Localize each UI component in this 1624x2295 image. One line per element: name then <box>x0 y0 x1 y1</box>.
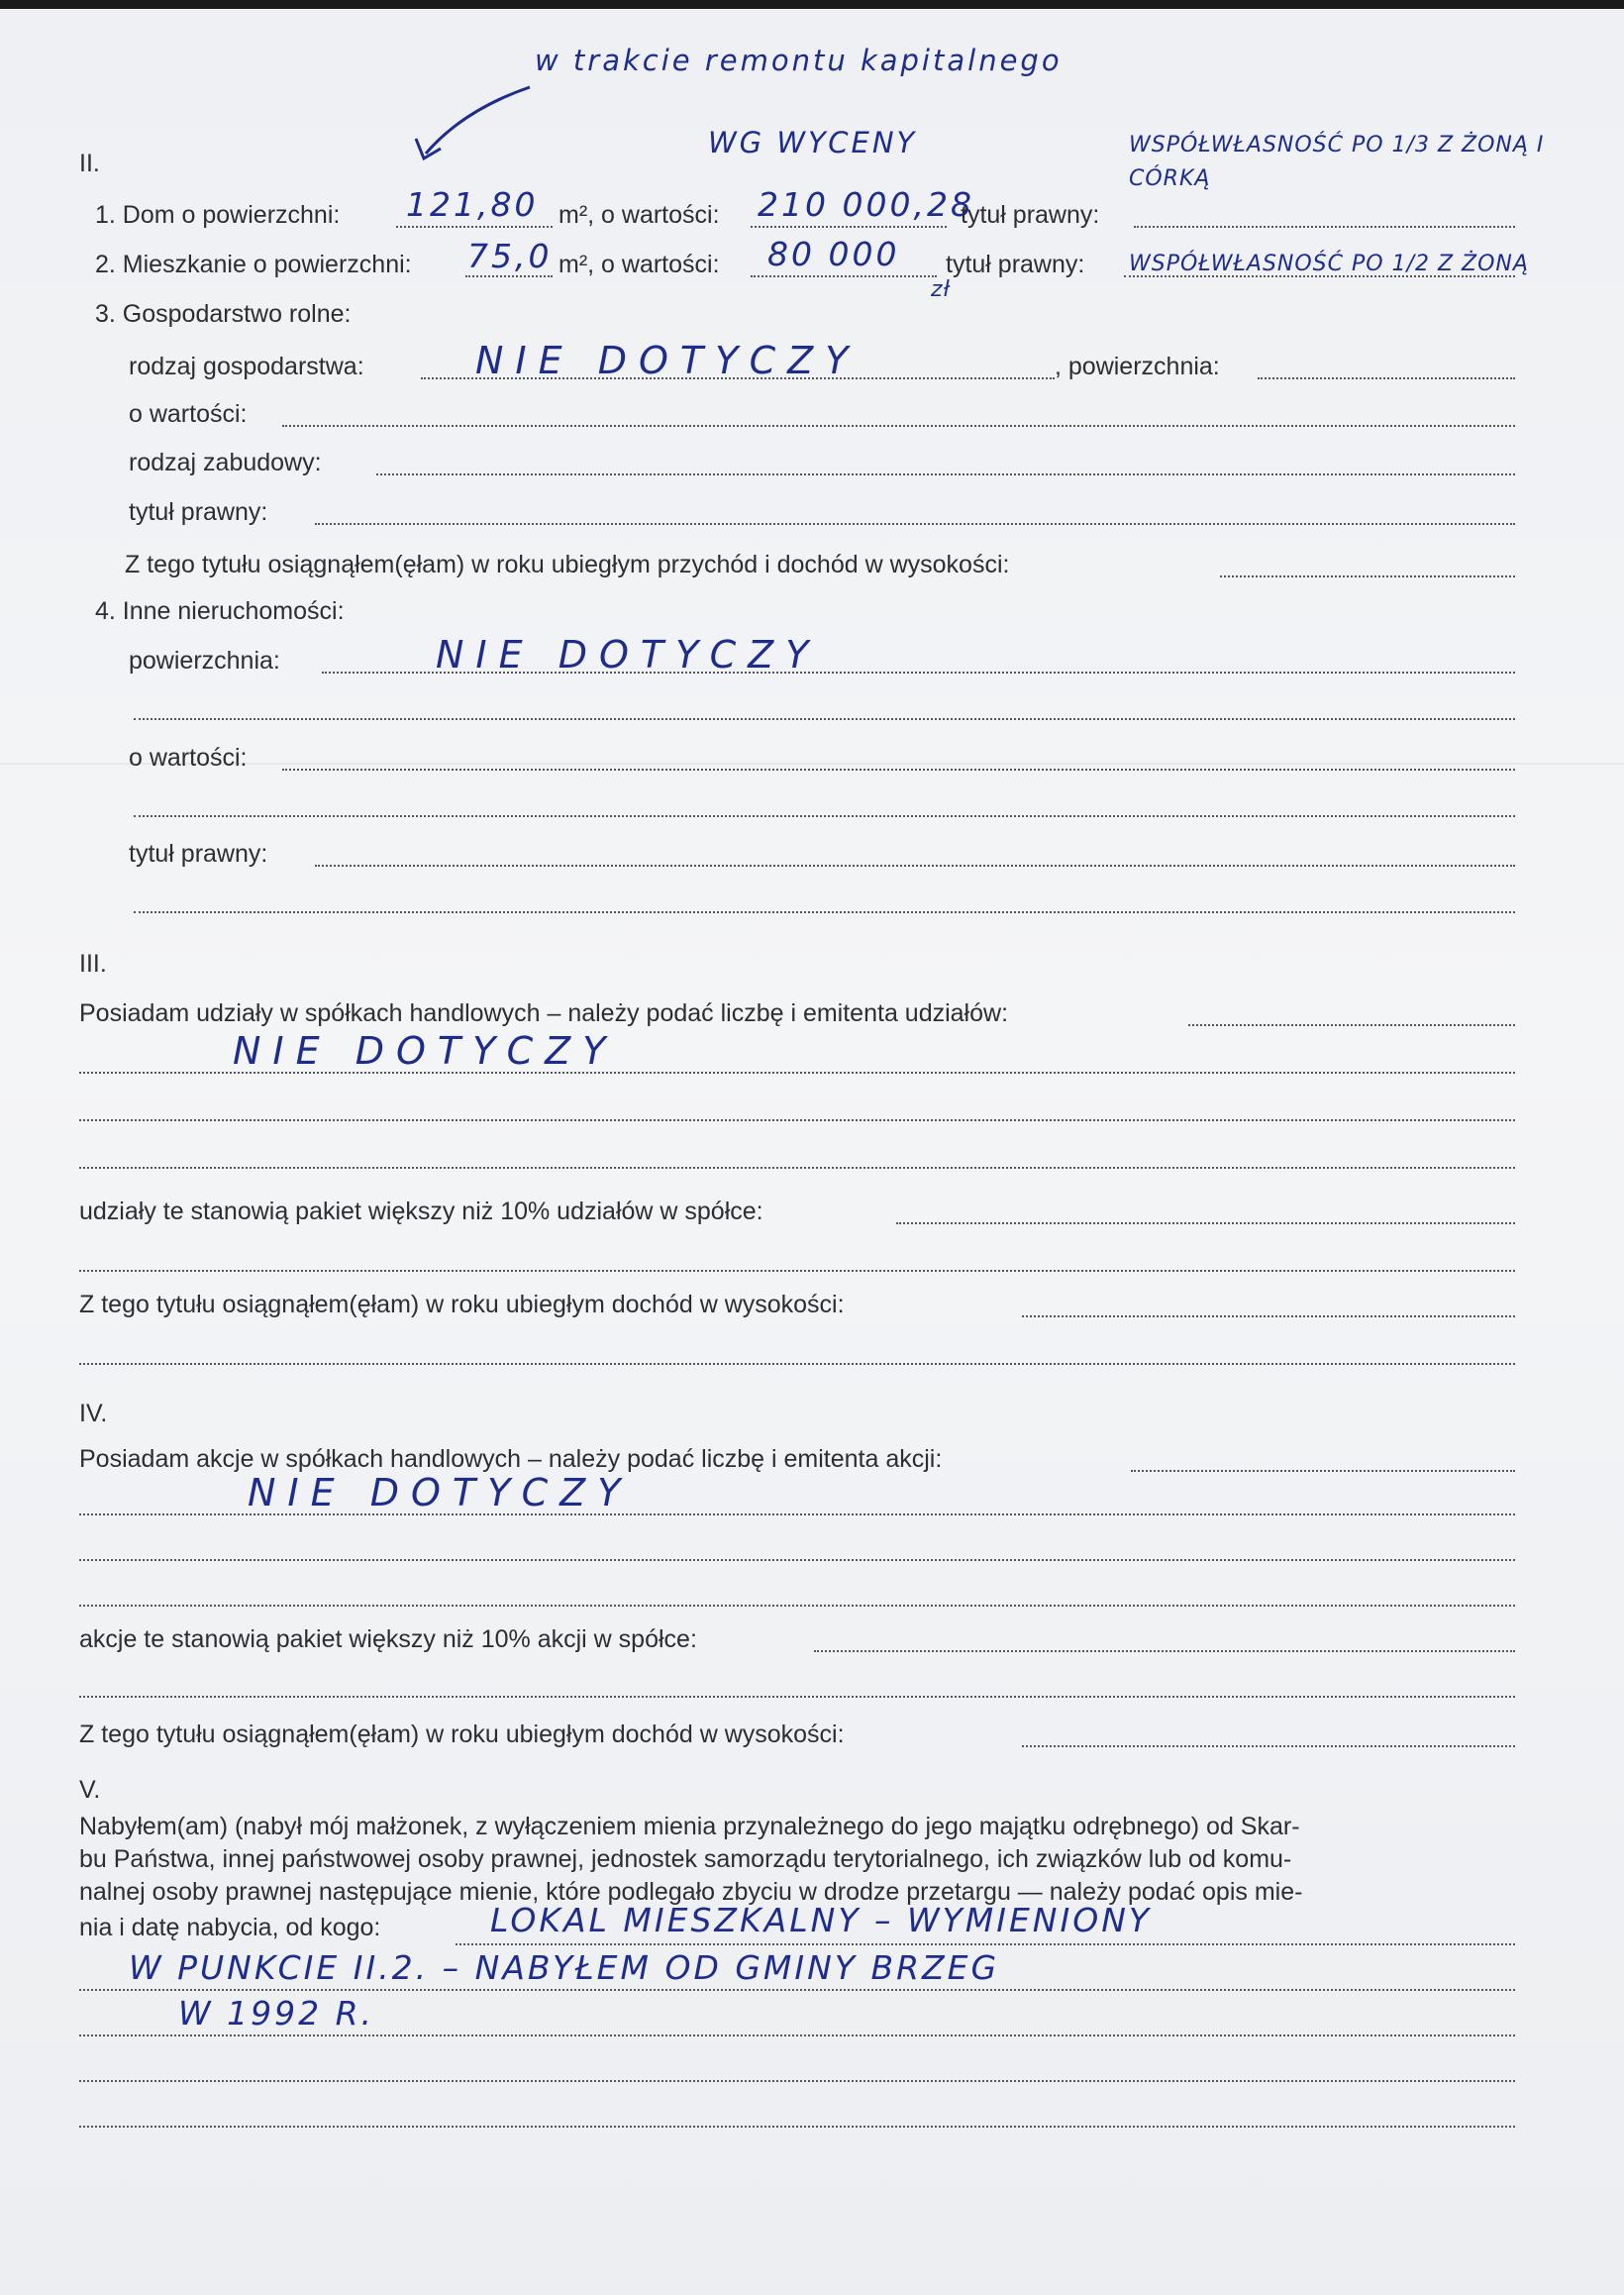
item2-label: 2. Mieszkanie o powierzchni: <box>95 251 412 278</box>
item2-title-label: tytuł prawny: <box>946 251 1085 278</box>
item3-type-value: NIE DOTYCZY <box>475 339 861 382</box>
section4-stock-dots <box>1131 1470 1515 1472</box>
section4-income-dots <box>1022 1745 1515 1747</box>
item4-area-label: powierzchnia: <box>129 647 280 675</box>
section3-packet-label: udziały te stanowią pakiet większy niż 10% udziałów w spółce: <box>79 1198 763 1225</box>
section3-shares-dots <box>1188 1024 1515 1026</box>
section5-line3: nalnej osoby prawnej następujące mienie, które podlegało zbyciu w drodze przetargu — należy podać opis mie- <box>79 1878 1303 1906</box>
item1-area-dots <box>396 226 553 228</box>
item4-label: 4. Inne nieruchomości: <box>95 597 345 625</box>
item3-label: 3. Gospodarstwo rolne: <box>95 300 352 328</box>
section5-line4-label: nia i datę nabycia, od kogo: <box>79 1914 381 1941</box>
item1-label: 1. Dom o powierzchni: <box>95 201 341 229</box>
item1-value: 210 000,28 <box>758 185 974 224</box>
item2-unit: m², o wartości: <box>558 251 720 278</box>
item2-value: 80 000 <box>767 235 900 273</box>
section5-answer-dots-2 <box>79 1989 1515 1991</box>
item4-value-dots <box>282 769 1515 771</box>
item1-title-value: WSPÓŁWŁASNOŚĆ PO 1/3 Z ŻONĄ I CÓRKĄ <box>1129 133 1545 191</box>
section5-line2: bu Państwa, innej państwowej osoby prawnej, jednostek samorządu terytorialnego, ich związków lub od komu- <box>79 1845 1292 1873</box>
item2-value-dots <box>751 275 937 277</box>
item3-area-dots <box>1258 377 1515 379</box>
section3-shares-dots-3 <box>79 1119 1515 1121</box>
item2-value-suffix: zł <box>931 277 951 302</box>
section-3-heading: III. <box>79 950 107 978</box>
item3-title-label: tytuł prawny: <box>129 498 268 526</box>
section5-line1: Nabyłem(am) (nabył mój małżonek, z wyłączeniem mienia przynależnego do jego majątku odrębnego) od Skar- <box>79 1813 1300 1840</box>
item3-area-label: , powierzchnia: <box>1055 353 1220 380</box>
item4-area-value: NIE DOTYCZY <box>436 633 821 677</box>
item4-title-dots-2 <box>134 911 1515 913</box>
item1-title-label: tytuł prawny: <box>961 201 1100 229</box>
item3-title-dots <box>315 523 1515 525</box>
section3-shares-dots-4 <box>79 1167 1515 1169</box>
section4-stock-label: Posiadam akcje w spółkach handlowych – należy podać liczbę i emitenta akcji: <box>79 1445 943 1473</box>
section4-stock-dots-4 <box>79 1605 1515 1607</box>
item4-title-dots <box>315 865 1515 867</box>
item2-area-dots <box>465 275 553 277</box>
section5-answer-2: W PUNKCIE II.2. – NABYŁEM OD GMINY BRZEG <box>129 1948 1000 1987</box>
section3-income-dots-2 <box>79 1363 1515 1365</box>
section5-answer-dots-1 <box>456 1943 1515 1945</box>
section3-income-dots <box>1022 1315 1515 1317</box>
item3-value-dots <box>282 425 1515 427</box>
section3-shares-value: NIE DOTYCZY <box>233 1029 618 1073</box>
section3-shares-label: Posiadam udziały w spółkach handlowych – należy podać liczbę i emitenta udziałów: <box>79 999 1009 1027</box>
section4-stock-value: NIE DOTYCZY <box>248 1471 633 1514</box>
section5-answer-3: W 1992 R. <box>178 1994 375 2033</box>
item3-value-label: o wartości: <box>129 400 248 428</box>
item3-income-label: Z tego tytułu osiągnąłem(ęłam) w roku ubiegłym przychód i dochód w wysokości: <box>125 551 1010 578</box>
section4-stock-dots-3 <box>79 1559 1515 1561</box>
item3-buildings-label: rodzaj zabudowy: <box>129 449 322 476</box>
section4-income-label: Z tego tytułu osiągnąłem(ęłam) w roku ubiegłym dochód w wysokości: <box>79 1721 845 1748</box>
section4-packet-label: akcje te stanowią pakiet większy niż 10% akcji w spółce: <box>79 1625 697 1653</box>
section-5-heading: V. <box>79 1776 101 1804</box>
item2-area-value: 75,0 <box>467 237 553 275</box>
item3-income-dots <box>1220 575 1515 577</box>
valuation-note: WG WYCENY <box>708 126 918 159</box>
section4-packet-dots <box>814 1650 1515 1652</box>
item1-title-dots <box>1134 226 1515 228</box>
section-4-heading: IV. <box>79 1400 108 1427</box>
section5-answer-dots-4 <box>79 2080 1515 2082</box>
item1-area-value: 121,80 <box>406 185 539 224</box>
item1-value-dots <box>751 226 947 228</box>
item4-value-dots-2 <box>134 815 1515 817</box>
item4-area-dots-2 <box>134 718 1515 720</box>
section3-income-label: Z tego tytułu osiągnąłem(ęłam) w roku ubiegłym dochód w wysokości: <box>79 1291 845 1318</box>
section5-answer-dots-5 <box>79 2126 1515 2128</box>
item4-value-label: o wartości: <box>129 744 248 772</box>
section5-answer-1: LOKAL MIESZKALNY – WYMIENIONY <box>490 1901 1153 1939</box>
item3-buildings-dots <box>376 473 1515 475</box>
section3-packet-dots-2 <box>79 1270 1515 1272</box>
handwritten-top-note: w trakcie remontu kapitalnego <box>535 44 1063 77</box>
section5-answer-dots-3 <box>79 2034 1515 2036</box>
item1-unit: m², o wartości: <box>558 201 720 229</box>
section-2-heading: II. <box>79 150 100 177</box>
section4-packet-dots-2 <box>79 1696 1515 1698</box>
item3-type-label: rodzaj gospodarstwa: <box>129 353 364 380</box>
section3-packet-dots <box>896 1222 1515 1224</box>
item4-title-label: tytuł prawny: <box>129 840 268 868</box>
item2-title-value: WSPÓŁWŁASNOŚĆ PO 1/2 Z ŻONĄ <box>1129 252 1529 276</box>
